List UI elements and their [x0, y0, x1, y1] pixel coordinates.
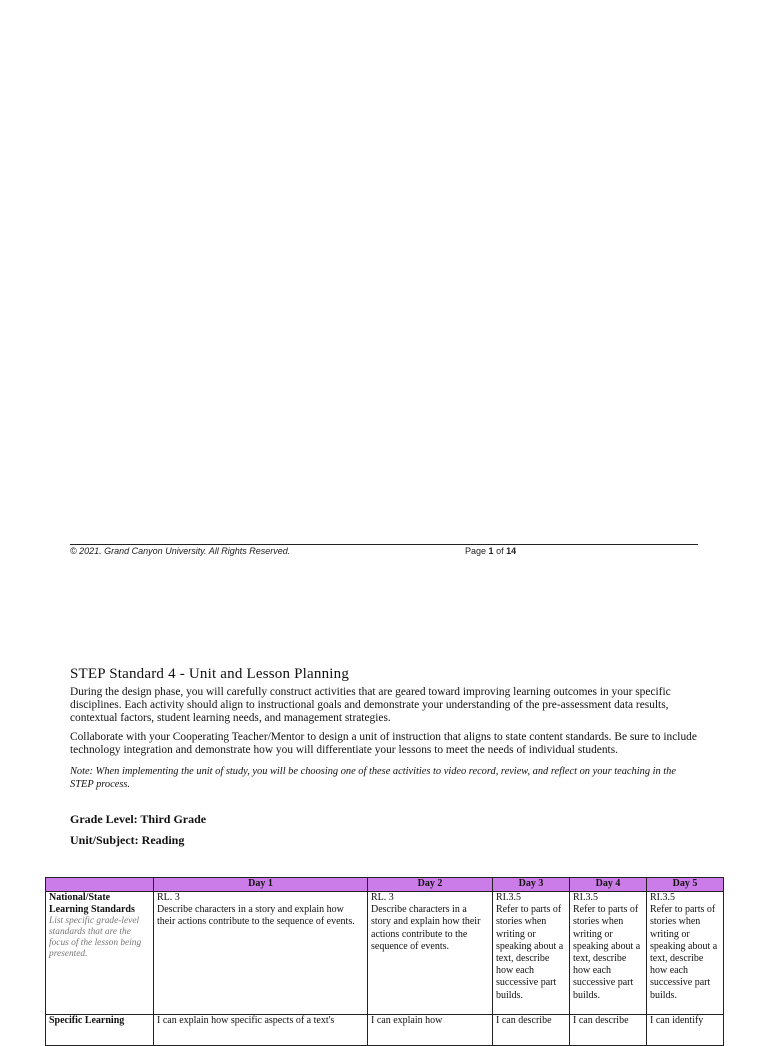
standard-text: Describe characters in a story and explain how their actions contribute to the sequence of events. — [157, 904, 355, 928]
row-sublabel: List specific grade-level standards that are the focus of the lesson being presented. — [49, 916, 142, 960]
footer-copyright: © 2021. Grand Canyon University. All Rights Reserved. — [70, 546, 291, 556]
standard-text: Refer to parts of stories when writing or speaking about a text, describe how each successive part builds. — [573, 904, 641, 1001]
header-day-4: Day 4 — [570, 878, 647, 892]
page-of: of — [496, 546, 504, 556]
row-header-cell — [46, 1015, 154, 1046]
table-cell — [493, 892, 570, 1015]
page-current: 1 — [488, 546, 494, 556]
page-total: 14 — [506, 546, 517, 556]
standard-text: Refer to parts of stories when writing or speaking about a text, describe how each successive part builds. — [496, 904, 564, 1001]
row-header-cell — [46, 892, 154, 1015]
header-day-1: Day 1 — [154, 878, 368, 892]
standard-code: RL. 3 — [371, 892, 394, 903]
intro-paragraph-2: Collaborate with your Cooperating Teacher/Mentor to design a unit of instruction that aligns to state content standards. Be sure to include technology integration and demonstrate how you will differentiate your lessons to meet the needs of individual students. — [70, 731, 697, 756]
grade-level: Grade Level: Third Grade — [70, 812, 207, 826]
table-row — [46, 892, 724, 1015]
standard-text: Describe characters in a story and explain how their actions contribute to the sequence of events. — [371, 904, 481, 952]
row-label: National/State Learning Standards — [49, 892, 135, 916]
table-cell: I can identify — [647, 1015, 724, 1046]
footer-rule — [70, 544, 698, 545]
table-cell — [154, 892, 368, 1015]
standard-text: Refer to parts of stories when writing or speaking about a text, describe how each successive part builds. — [650, 904, 718, 1001]
table-cell: I can describe — [493, 1015, 570, 1046]
table-cell: I can explain how specific aspects of a text's — [154, 1015, 368, 1046]
standard-code: RI.3.5 — [650, 892, 675, 903]
table-row — [46, 1015, 724, 1046]
intro-paragraph-1: During the design phase, you will carefully construct activities that are geared toward improving learning outcomes in your specific disciplines. Each activity should align to instructional goals and demonstrate your understanding of the pre-assessment data results, contextual factors, student learning needs, and management strategies. — [70, 686, 671, 724]
table-cell — [570, 892, 647, 1015]
page-word: Page — [465, 546, 487, 556]
row-label: Specific Learning — [49, 1015, 125, 1026]
header-day-5: Day 5 — [647, 878, 724, 892]
header-day-3: Day 3 — [493, 878, 570, 892]
table-header-row — [46, 878, 724, 892]
note-text: Note: When implementing the unit of study, you will be choosing one of these activities to video record, review, and reflect on your teaching in the STEP process. — [70, 766, 676, 790]
lesson-plan-table — [45, 877, 724, 1046]
standard-code: RI.3.5 — [573, 892, 598, 903]
table-cell: I can describe — [570, 1015, 647, 1046]
standard-code: RI.3.5 — [496, 892, 521, 903]
header-blank — [46, 878, 154, 892]
table-cell: I can explain how — [368, 1015, 493, 1046]
document-title: STEP Standard 4 - Unit and Lesson Planning — [70, 666, 350, 682]
table-cell — [368, 892, 493, 1015]
standard-code: RL. 3 — [157, 892, 180, 903]
table-cell — [647, 892, 724, 1015]
unit-subject: Unit/Subject: Reading — [70, 833, 185, 847]
header-day-2: Day 2 — [368, 878, 493, 892]
footer-page-number — [465, 546, 516, 556]
